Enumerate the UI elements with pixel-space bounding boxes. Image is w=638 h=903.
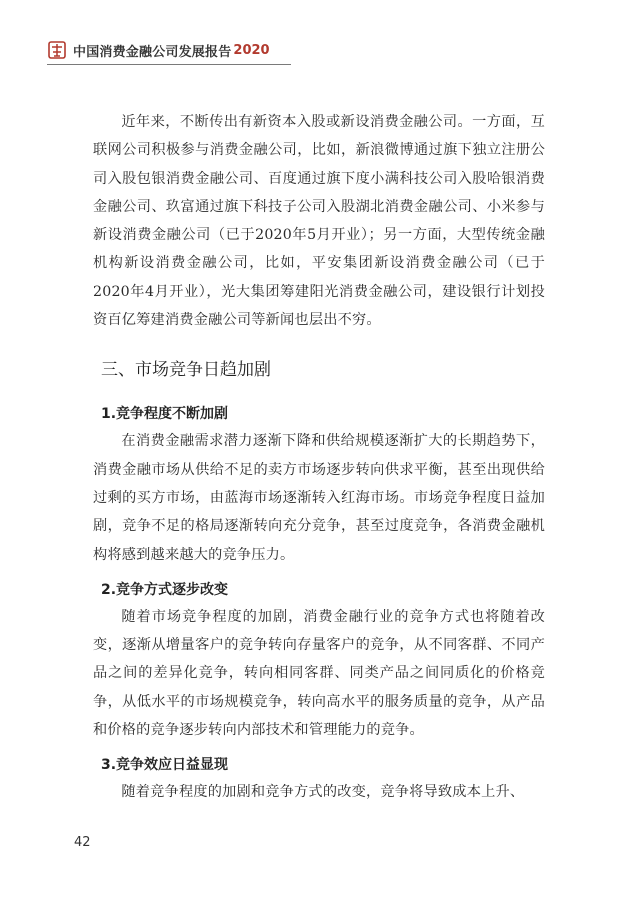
subsection-heading-3: 3.竞争效应日益显现 bbox=[101, 757, 229, 774]
page-body bbox=[93, 108, 545, 807]
header-year: 2020 bbox=[233, 42, 270, 58]
intro-paragraph: 近年来，不断传出有新资本入股或新设消费金融公司。一方面，互联网公司积极参与消费金融公司，比如，新浪微博通过旗下独立注册公司入股包银消费金融公司、百度通过旗下度小满科技公司入股哈银消费金融公司、玖富通过旗下科技子公司入股湖北消费金融公司、小米参与新设消费金融公司（已于2020年5月开业）；另一方面，大型传统金融机构新设消费金融公司，比如，平安集团新设消费金融公司（已于2020年4月开业），光大集团筹建阳光消费金融公司，建设银行计划投资百亿筹建消费金融公司等新闻也层出不穷。 bbox=[93, 114, 545, 329]
subsection-paragraph-3: 随着竞争程度的加剧和竞争方式的改变，竞争将导致成本上升、 bbox=[121, 784, 525, 801]
header-divider bbox=[47, 64, 291, 65]
subsection-paragraph-1: 在消费金融需求潜力逐渐下降和供给规模逐渐扩大的长期趋势下，消费金融市场从供给不足的卖方市场逐步转向供求平衡，甚至出现供给过剩的买方市场，由蓝海市场逐渐转入红海市场。市场竞争程度日益加剧，竞争不足的格局逐渐转向充分竞争，甚至过度竞争，各消费金融机构将感到越来越大的竞争压力。 bbox=[93, 433, 545, 563]
subsection-heading-1: 1.竞争程度不断加剧 bbox=[101, 406, 229, 423]
section-heading: 三、市场竞争日趋加剧 bbox=[101, 360, 271, 381]
header-title: 中国消费金融公司发展报告 bbox=[73, 44, 232, 60]
running-header bbox=[47, 38, 270, 62]
subsection-paragraph-2: 随着市场竞争程度的加剧，消费金融行业的竞争方式也将随着改变，逐渐从增量客户的竞争转向存量客户的竞争，从不同客群、不同产品之间的差异化竞争，转向相同客群、同类产品之间同质化的价格竞争，从低水平的市场规模竞争，转向高水平的服务质量的竞争，从产品和价格的竞争逐步转向内部技术和管理能力的竞争。 bbox=[93, 608, 545, 739]
page-number: 42 bbox=[74, 835, 91, 850]
report-logo-icon bbox=[47, 40, 67, 60]
subsection-heading-2: 2.竞争方式逐步改变 bbox=[101, 581, 229, 598]
